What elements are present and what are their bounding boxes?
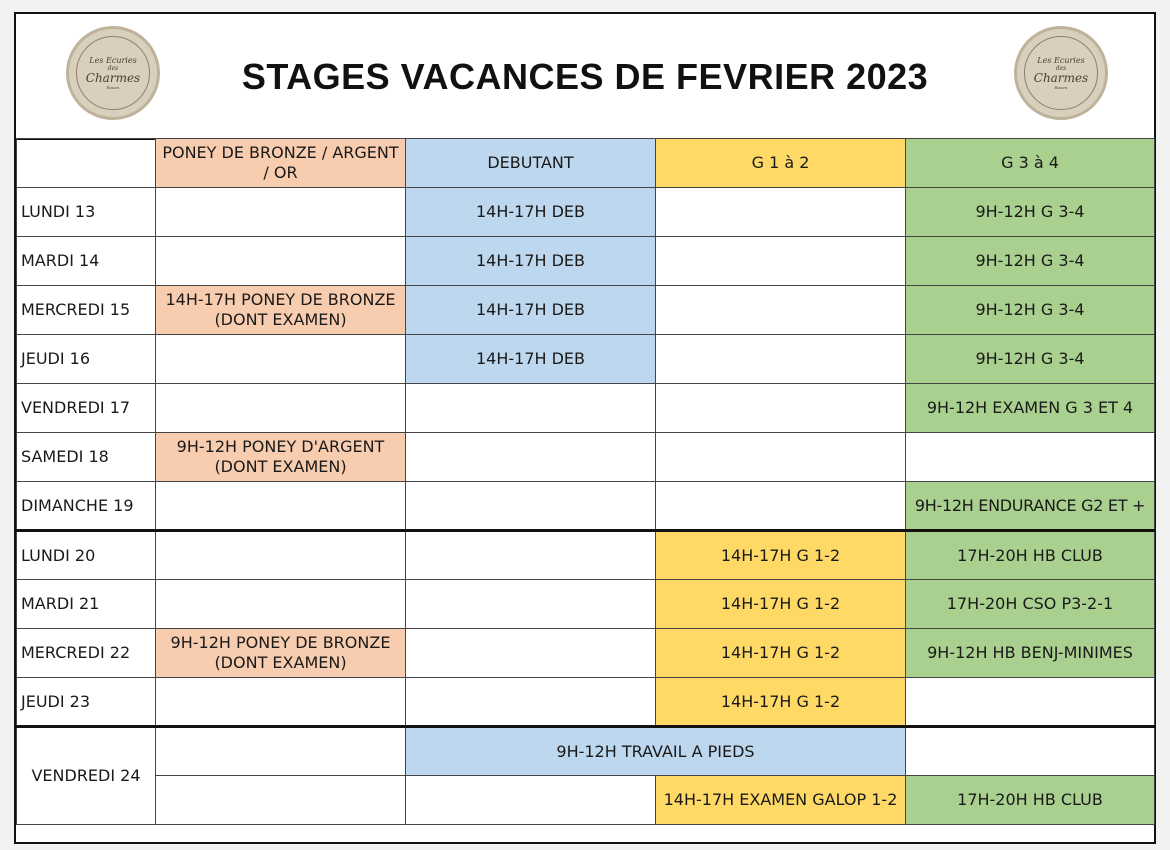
poney-cell xyxy=(156,727,406,776)
poney-cell xyxy=(156,678,406,727)
g34-cell xyxy=(906,433,1155,482)
poney-cell xyxy=(156,531,406,580)
header-g1-2: G 1 à 2 xyxy=(656,139,906,188)
header-corner xyxy=(17,139,156,188)
debutant-cell xyxy=(406,776,656,825)
g34-cell: 9H-12H G 3-4 xyxy=(906,335,1155,384)
table-row xyxy=(17,237,1155,286)
g12-cell: 14H-17H G 1-2 xyxy=(656,580,906,629)
poney-cell: 9H-12H PONEY D'ARGENT (DONT EXAMEN) xyxy=(156,433,406,482)
logo-text: des xyxy=(1055,65,1067,72)
poney-cell xyxy=(156,188,406,237)
g34-cell: 17H-20H HB CLUB xyxy=(906,531,1155,580)
table-row xyxy=(17,482,1155,531)
day-cell: LUNDI 13 xyxy=(17,188,156,237)
schedule-table xyxy=(16,138,1155,825)
poney-cell: 14H-17H PONEY DE BRONZE (DONT EXAMEN) xyxy=(156,286,406,335)
g34-cell: 9H-12H G 3-4 xyxy=(906,188,1155,237)
g12-cell xyxy=(656,433,906,482)
poney-cell xyxy=(156,580,406,629)
logo-emblem xyxy=(1024,36,1098,110)
day-cell: MERCREDI 22 xyxy=(17,629,156,678)
logo-text: Charmes xyxy=(85,71,141,85)
day-cell: VENDREDI 17 xyxy=(17,384,156,433)
table-row xyxy=(17,335,1155,384)
logo-text: des xyxy=(107,65,119,72)
schedule-sheet xyxy=(14,12,1156,844)
club-logo-right xyxy=(1014,26,1108,120)
table-row xyxy=(17,188,1155,237)
debutant-cell xyxy=(406,384,656,433)
g34-cell: 9H-12H G 3-4 xyxy=(906,237,1155,286)
table-row xyxy=(17,678,1155,727)
day-cell: MARDI 21 xyxy=(17,580,156,629)
table-row xyxy=(17,580,1155,629)
title-bar xyxy=(16,14,1154,140)
g34-cell xyxy=(906,678,1155,727)
g12-cell xyxy=(656,384,906,433)
logo-text: Les Ecuries xyxy=(89,56,137,65)
poney-cell xyxy=(156,237,406,286)
poney-cell xyxy=(156,335,406,384)
poney-cell xyxy=(156,482,406,531)
debutant-cell xyxy=(406,678,656,727)
logo-text: Les Ecuries xyxy=(1037,56,1085,65)
header-row xyxy=(17,139,1155,188)
poney-cell: 9H-12H PONEY DE BRONZE (DONT EXAMEN) xyxy=(156,629,406,678)
g34-cell xyxy=(906,727,1155,776)
g34-cell: 9H-12H EXAMEN G 3 ET 4 xyxy=(906,384,1155,433)
debutant-cell xyxy=(406,580,656,629)
debutant-cell xyxy=(406,433,656,482)
hb-club-cell: 17H-20H HB CLUB xyxy=(906,776,1155,825)
header-g3-4: G 3 à 4 xyxy=(906,139,1155,188)
table-row xyxy=(17,286,1155,335)
debutant-cell: 14H-17H DEB xyxy=(406,335,656,384)
table-row xyxy=(17,384,1155,433)
debutant-cell xyxy=(406,531,656,580)
poney-cell xyxy=(156,776,406,825)
g12-cell: 14H-17H G 1-2 xyxy=(656,531,906,580)
day-cell: SAMEDI 18 xyxy=(17,433,156,482)
day-cell: MERCREDI 15 xyxy=(17,286,156,335)
day-cell: VENDREDI 24 xyxy=(17,727,156,825)
g34-cell: 9H-12H HB BENJ-MINIMES xyxy=(906,629,1155,678)
debutant-cell xyxy=(406,629,656,678)
g12-cell xyxy=(656,335,906,384)
day-cell: JEUDI 16 xyxy=(17,335,156,384)
g12-cell: 14H-17H G 1-2 xyxy=(656,678,906,727)
table-row xyxy=(17,776,1155,825)
table-row xyxy=(17,629,1155,678)
day-cell: JEUDI 23 xyxy=(17,678,156,727)
g34-cell: 17H-20H CSO P3-2-1 xyxy=(906,580,1155,629)
g12-cell xyxy=(656,286,906,335)
day-cell: DIMANCHE 19 xyxy=(17,482,156,531)
debutant-cell: 14H-17H DEB xyxy=(406,188,656,237)
logo-text: Charmes xyxy=(1033,71,1089,85)
table-row xyxy=(17,531,1155,580)
g34-cell: 9H-12H ENDURANCE G2 ET + xyxy=(906,482,1155,531)
day-cell: MARDI 14 xyxy=(17,237,156,286)
logo-text: Rouen xyxy=(106,85,120,90)
g12-cell xyxy=(656,237,906,286)
debutant-cell: 14H-17H DEB xyxy=(406,286,656,335)
logo-text: Rouen xyxy=(1054,85,1068,90)
page-title: STAGES VACANCES DE FEVRIER 2023 xyxy=(241,56,929,97)
debutant-cell: 14H-17H DEB xyxy=(406,237,656,286)
g34-cell: 9H-12H G 3-4 xyxy=(906,286,1155,335)
debutant-cell xyxy=(406,482,656,531)
table-row xyxy=(17,727,1155,776)
header-poney: PONEY DE BRONZE / ARGENT / OR xyxy=(156,139,406,188)
day-cell: LUNDI 20 xyxy=(17,531,156,580)
travail-a-pieds-cell: 9H-12H TRAVAIL A PIEDS xyxy=(406,727,906,776)
table-row xyxy=(17,433,1155,482)
g12-cell xyxy=(656,482,906,531)
header-debutant: DEBUTANT xyxy=(406,139,656,188)
g12-cell xyxy=(656,188,906,237)
poney-cell xyxy=(156,384,406,433)
g12-cell: 14H-17H G 1-2 xyxy=(656,629,906,678)
examen-galop-cell: 14H-17H EXAMEN GALOP 1-2 xyxy=(656,776,906,825)
